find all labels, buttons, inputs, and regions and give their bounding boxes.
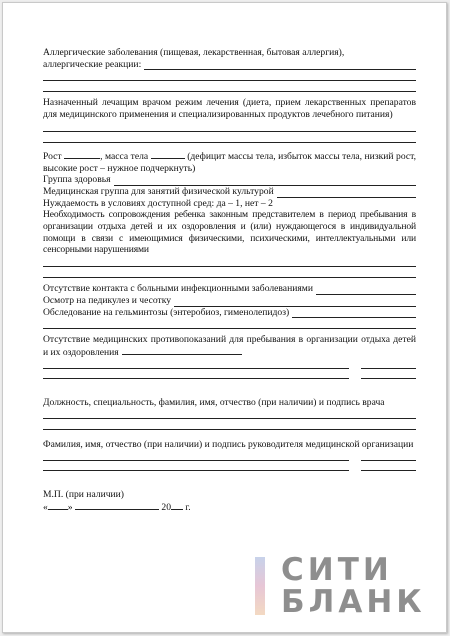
health-group-label: Группа здоровья [43, 174, 111, 186]
signature-line[interactable] [43, 369, 349, 379]
height-label: Рост [43, 150, 62, 162]
signature-line[interactable] [43, 359, 349, 369]
pe-group-label: Медицинская группа для занятий физической культурой [43, 185, 274, 197]
lice-exam-label: Осмотр на педикулез и чесотку [43, 294, 172, 306]
health-group-field[interactable] [114, 176, 416, 186]
treatment-regime-label: Назначенный лечащим врачом режим лечения (диета, прием лекарственных препаратов для медицинского применения и специализированных продуктов лечебного питания) [43, 97, 416, 121]
weight-note: (дефицит массы тела, избыток массы тела, низкий рост, высокие рост – нужное подчеркнуть) [43, 150, 416, 174]
allergy-label: Аллергические заболевания (пищевая, лекарственная, бытовая аллергия), [43, 47, 345, 58]
date-line: « » 20 г. [43, 501, 191, 513]
stamp-label: М.П. (при наличии) [43, 489, 124, 501]
logo-text-line1: СИТИ [281, 552, 393, 588]
accessible-environment-label: Нуждаемость в условиях доступной сред: да – 1, нет – 2 [43, 197, 273, 209]
city-blank-logo [251, 553, 441, 623]
treatment-regime-field[interactable] [43, 121, 416, 132]
no-contraindications-label: Отсутствие медицинских противопоказаний для пребывания в организации отдыха детей и их оздоровления [43, 334, 416, 358]
helminth-exam-label: Обследование на гельминтозы (энтеробиоз, гименолепидоз) [43, 306, 290, 318]
no-contact-label: Отсутствие контакта с больными инфекционными заболеваниями [43, 283, 313, 295]
doctor-signature-field[interactable] [43, 408, 416, 419]
helminth-exam-field-line[interactable] [43, 318, 416, 329]
head-signature-label: Фамилия, имя, отчество (при наличии) и подпись руководителя медицинской организации [43, 439, 414, 451]
signature-line-right[interactable] [361, 369, 416, 379]
allergy-field-line[interactable] [43, 81, 416, 92]
head-signature-field-right[interactable] [361, 461, 416, 471]
date-day-field[interactable] [48, 501, 68, 510]
signature-line-right[interactable] [361, 359, 416, 369]
pe-group-field[interactable] [277, 188, 416, 198]
document-page [2, 2, 447, 633]
no-contact-field[interactable] [316, 285, 416, 295]
weight-field[interactable] [151, 150, 185, 159]
date-year-field[interactable] [171, 501, 183, 510]
doctor-signature-field[interactable] [43, 419, 416, 430]
lice-exam-field[interactable] [174, 297, 416, 307]
date-month-field[interactable] [75, 501, 159, 510]
head-signature-field-right[interactable] [361, 451, 416, 461]
allergy-field-line[interactable] [43, 70, 416, 81]
head-signature-field[interactable] [43, 451, 349, 461]
allergy-reactions-label: аллергические реакции: [43, 58, 142, 70]
head-signature-field[interactable] [43, 461, 349, 471]
helminth-exam-field[interactable] [292, 308, 416, 318]
no-contraindications-field[interactable] [122, 346, 242, 355]
escort-field[interactable] [43, 256, 416, 267]
weight-label: , масса тела [100, 150, 149, 162]
height-field[interactable] [64, 150, 100, 159]
medical-form [43, 47, 416, 513]
logo-text-line2: БЛАНК [281, 584, 426, 620]
escort-field[interactable] [43, 267, 416, 278]
height-weight-label [43, 150, 416, 174]
escort-label: Необходимость сопровождения ребенка законным представителем в период пребывания в организации отдыха детей и их оздоровления и (или) нуждающегося в индивидуальной помощи в связи с имеющимися физическими, психическими, интеллектуальными или сенсорными нарушениями [43, 209, 416, 256]
logo-gradient-mark-icon [255, 557, 265, 615]
treatment-regime-field[interactable] [43, 132, 416, 143]
allergy-field[interactable] [144, 60, 416, 70]
doctor-signature-label: Должность, специальность, фамилия, имя, отчество (при наличии) и подпись врача [43, 396, 385, 408]
